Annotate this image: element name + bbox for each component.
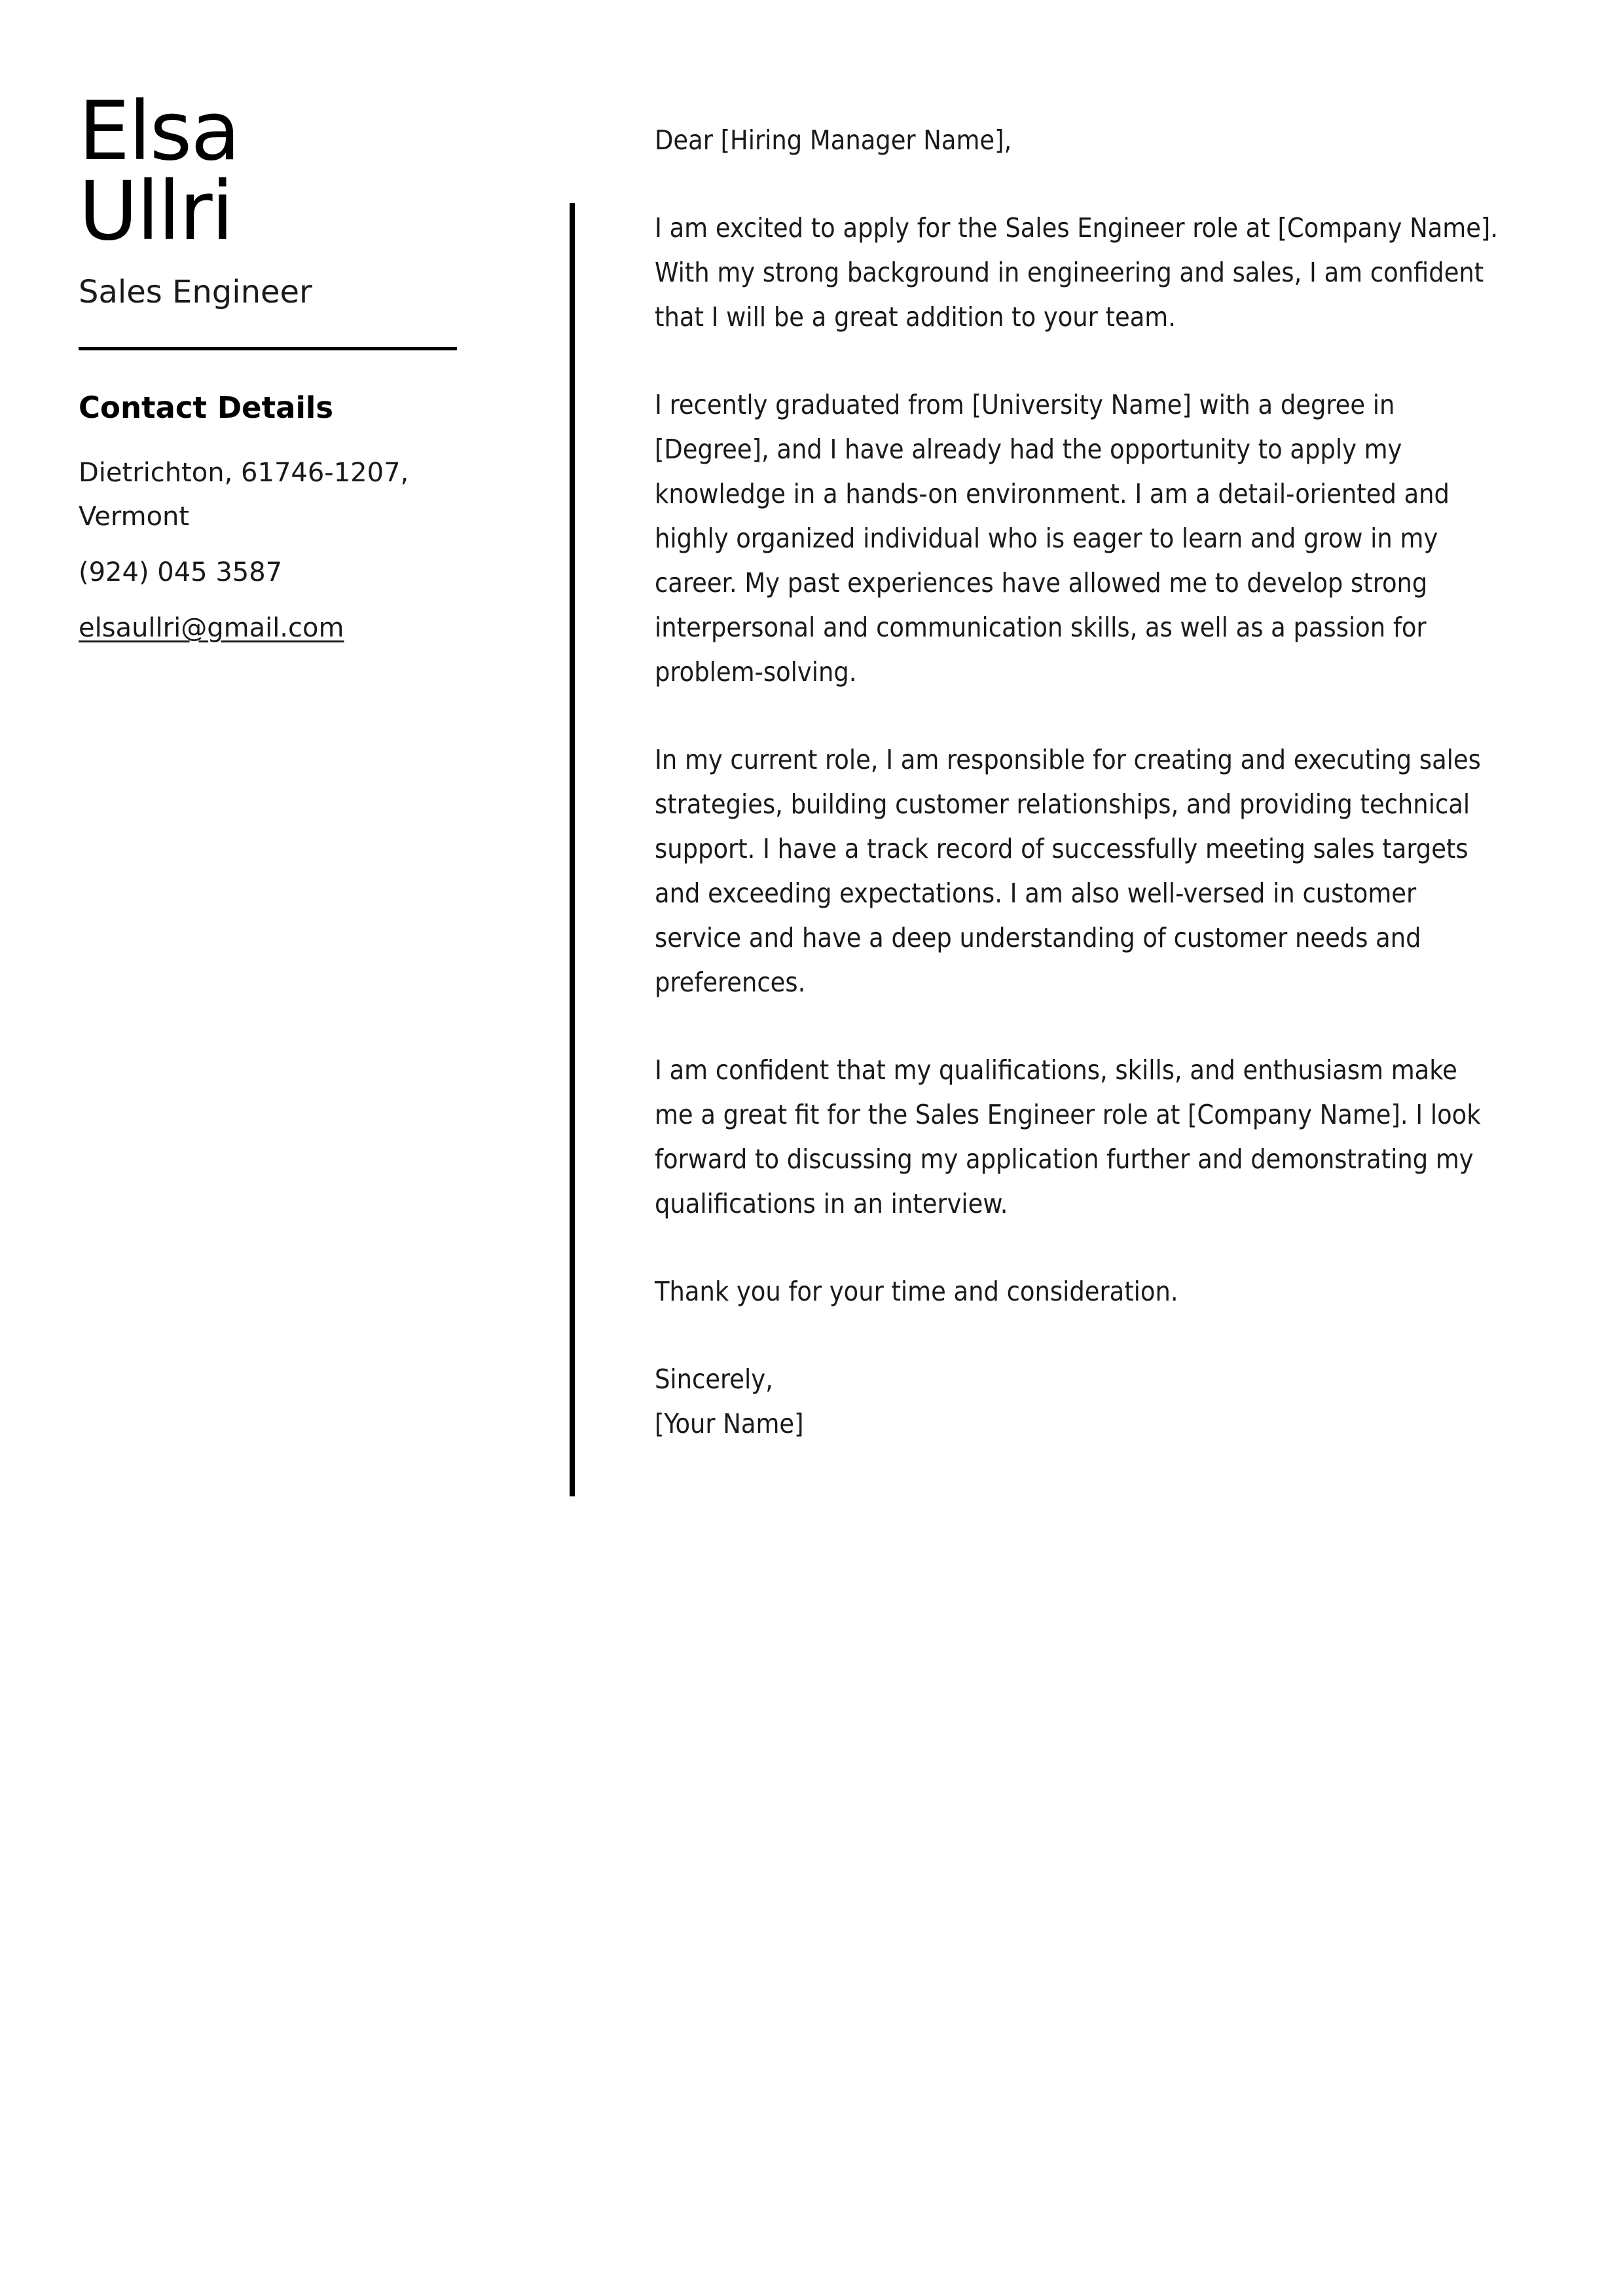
letter-closing: Sincerely, — [655, 1363, 773, 1395]
letter-paragraph-1: I am excited to apply for the Sales Engineer role at [Company Name]. With my strong background in engineering and sales, I am confident that I will be a great addition to your team. — [655, 212, 1499, 333]
letter-body — [655, 118, 1499, 1446]
sidebar — [79, 84, 511, 662]
last-name: Ullri — [79, 164, 233, 259]
vertical-divider — [570, 203, 575, 1496]
contact-email-link[interactable]: elsaullri@gmail.com — [79, 613, 344, 643]
contact-list — [79, 451, 511, 650]
letter-paragraph-2: I recently graduated from [University Name] with a degree in [Degree], and I have already had the opportunity to apply my knowledge in a hands-on environment. I am a detail-oriented and highly organized individual who is eager to learn and grow in my career. My past experiences have allowed me to develop strong interpersonal and communication skills, as well as a passion for problem-solving. — [655, 389, 1450, 688]
job-title: Sales Engineer — [79, 274, 312, 310]
letter-paragraph-4: I am confident that my qualifications, skills, and enthusiasm make me a great fit for the Sales Engineer role at [Company Name]. I look forward to discussing my application further and demonstrating my qualifications in an interview. — [655, 1054, 1481, 1219]
contact-address: Dietrichton, 61746-1207, Vermont — [79, 458, 409, 532]
letter-paragraph-3: In my current role, I am responsible for creating and executing sales strategies, building customer relationships, and providing technical support. I have a track record of successfully meeting sales targets and exceeding expectations. I am also well-versed in customer service and have a deep understanding of customer needs and preferences. — [655, 744, 1481, 998]
letter-signature: [Your Name] — [655, 1408, 804, 1439]
letter-salutation: Dear [Hiring Manager Name], — [655, 124, 1012, 156]
contact-details-heading: Contact Details — [79, 390, 334, 425]
first-name: Elsa — [79, 84, 240, 179]
contact-phone[interactable]: (924) 045 3587 — [79, 557, 283, 587]
letter-thanks: Thank you for your time and consideration. — [655, 1276, 1178, 1307]
sidebar-divider — [79, 347, 457, 350]
applicant-name — [79, 84, 511, 259]
